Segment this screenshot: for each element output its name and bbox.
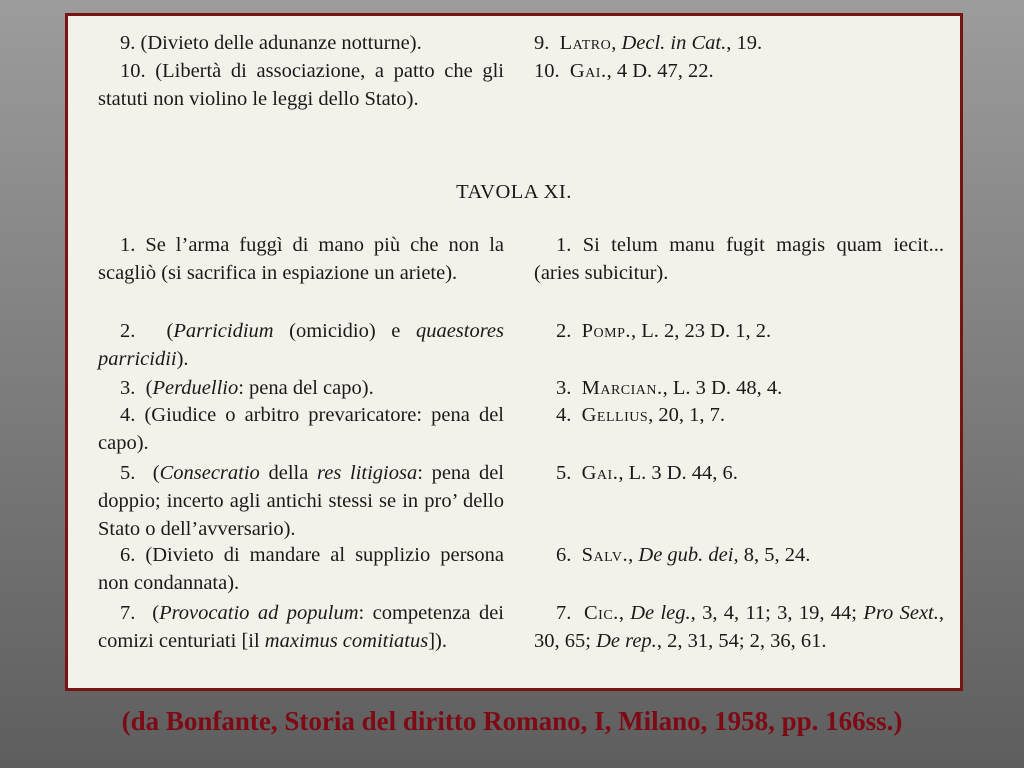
law-1-source: 1. Si telum manu fugit magis quam iecit... (aries subicitur). [534, 234, 944, 284]
section-title: TAVOLA XI. [456, 181, 572, 203]
law-4-source: 4. Gellius, 20, 1, 7. [556, 404, 726, 426]
scanned-page [65, 13, 963, 691]
law-10-description: 10. (Libertà di associazione, a patto che gli statuti non violino le leggi dello Stato). [98, 60, 504, 110]
law-6-description: 6. (Divieto di mandare al supplizio persona non condannata). [98, 544, 504, 594]
law-4-description: 4. (Giudice o arbitro prevaricatore: pena del capo). [98, 404, 504, 454]
law-3-source: 3. Marcian., L. 3 D. 48, 4. [556, 377, 783, 399]
law-1-description: 1. Se l’arma fuggì di mano più che non la scagliò (si sacrifica in espiazione un ariete). [98, 234, 504, 284]
law-9-source: 9. Latro, Decl. in Cat., 19. [534, 32, 763, 54]
law-2-source: 2. Pomp., L. 2, 23 D. 1, 2. [556, 320, 772, 342]
law-5-source: 5. Gai., L. 3 D. 44, 6. [556, 462, 738, 484]
law-7-source: 7. Cic., De leg., 3, 4, 11; 3, 19, 44; Pro Sext., 30, 65; De rep., 2, 31, 54; 2, 36, 61. [534, 602, 945, 652]
law-9-description: 9. (Divieto delle adunanze notturne). [120, 32, 422, 54]
law-2-description: 2. (Parricidium (omicidio) e quaestores parricidii). [98, 320, 505, 370]
law-6-source: 6. Salv., De gub. dei, 8, 5, 24. [556, 544, 811, 566]
law-10-source: 10. Gai., 4 D. 47, 22. [534, 60, 714, 82]
law-7-description: 7. (Provocatio ad populum: competenza dei comizi centuriati [il maximus comitiatus]). [98, 602, 504, 652]
citation-caption: (da Bonfante, Storia del diritto Romano, I, Milano, 1958, pp. 166ss.) [121, 706, 903, 736]
law-5-description: 5. (Consecratio della res litigiosa: pena del doppio; incerto agli antichi stessi se in pro’ dello Stato o dell’avversario). [98, 462, 505, 540]
law-3-description: 3. (Perduellio: pena del capo). [120, 377, 374, 399]
